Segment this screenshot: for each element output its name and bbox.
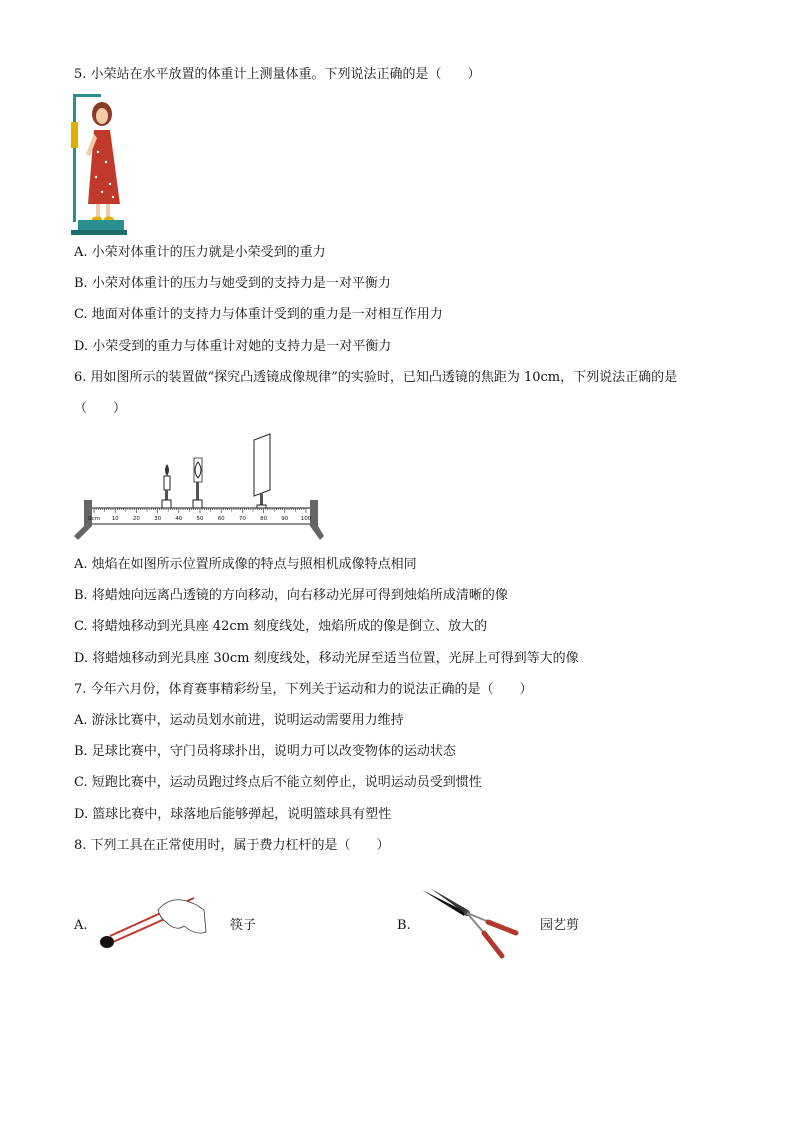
ruler-label: 0cm [88, 516, 100, 522]
garden-shears-figure [420, 886, 520, 964]
q8-option-a-letter: A. [74, 918, 88, 933]
q5-option-d: D. 小荣受到的重力与体重计对她的支持力是一对平衡力 [74, 339, 392, 354]
q6-option-a: A. 烛焰在如图所示位置所成像的特点与照相机成像特点相同 [74, 557, 417, 572]
q6-option-c: C. 将蜡烛移动到光具座 42cm 刻度线处，烛焰所成的像是倒立、放大的 [74, 619, 488, 634]
candle-flame [165, 464, 169, 476]
q7-option-c: C. 短跑比赛中，运动员跑过终点后不能立刻停止，说明运动员受到惯性 [74, 775, 482, 790]
hand [158, 900, 206, 933]
face [96, 108, 108, 124]
candle [164, 476, 170, 490]
ruler-label: 10 [111, 516, 119, 522]
ruler-label: 60 [217, 516, 225, 522]
ruler-label: 40 [175, 516, 183, 522]
scale-base [71, 230, 127, 235]
ruler-label: 80 [260, 516, 268, 522]
q5-option-b: B. 小荣对体重计的压力与她受到的支持力是一对平衡力 [74, 276, 391, 291]
ruler-label: 20 [132, 516, 140, 522]
shears-handle-upper [488, 922, 516, 933]
convex-lens [195, 462, 201, 478]
ruler-label: 50 [196, 516, 204, 522]
bench-right-leg [310, 500, 324, 540]
q7-stem: 7. 今年六月份，体育赛事精彩纷呈，下列关于运动和力的说法正确的是（ ） [74, 682, 533, 697]
q8-option-b-name: 园艺剪 [540, 918, 580, 933]
q6-option-b: B. 将蜡烛向远离凸透镜的方向移动，向右移动光屏可得到烛焰所成清晰的像 [74, 588, 508, 603]
shears-handle-lower [484, 933, 502, 956]
scale-dial [71, 122, 78, 148]
scale-platform [78, 220, 124, 230]
scale-girl-figure [68, 92, 130, 237]
held-ball [100, 936, 114, 948]
ruler-label: 70 [238, 516, 246, 522]
q8-option-b-letter: B. [397, 918, 411, 933]
q7-option-a: A. 游泳比赛中，运动员划水前进，说明运动需要用力维持 [74, 713, 404, 728]
q5-option-c: C. 地面对体重计的支持力与体重计受到的重力是一对相互作用力 [74, 307, 443, 322]
q5-stem: 5. 小荣站在水平放置的体重计上测量体重。下列说法正确的是（ ） [74, 67, 481, 82]
q6-stem: 6. 用如图所示的装置做“探究凸透镜成像规律”的实验时，已知凸透镜的焦距为 10cm，下列说法正确的是 [74, 370, 678, 385]
height-arm [73, 94, 101, 97]
q7-option-b: B. 足球比赛中，守门员将球扑出，说明力可以改变物体的运动状态 [74, 744, 456, 759]
q6-option-d: D. 将蜡烛移动到光具座 30cm 刻度线处，移动光屏至适当位置，光屏上可得到等大的像 [74, 651, 579, 666]
q8-option-a-name: 筷子 [230, 918, 257, 933]
q5-option-a: A. 小荣对体重计的压力就是小荣受到的重力 [74, 245, 326, 260]
optical-bench-figure [74, 430, 324, 542]
ruler-label: 90 [281, 516, 289, 522]
shears-blade-lower [430, 888, 468, 914]
q8-stem: 8. 下列工具在正常使用时，属于费力杠杆的是（ ） [74, 838, 390, 853]
height-pole [73, 94, 76, 222]
q7-option-d: D. 篮球比赛中，球落地后能够弹起，说明篮球具有塑性 [74, 807, 392, 822]
ruler-label: 30 [154, 516, 162, 522]
q6-stem-cont: （ ） [74, 401, 127, 416]
shears-blade-upper [422, 890, 466, 916]
light-screen [254, 434, 270, 496]
chopsticks-figure [96, 892, 208, 952]
ruler-label: 100 [300, 516, 312, 522]
